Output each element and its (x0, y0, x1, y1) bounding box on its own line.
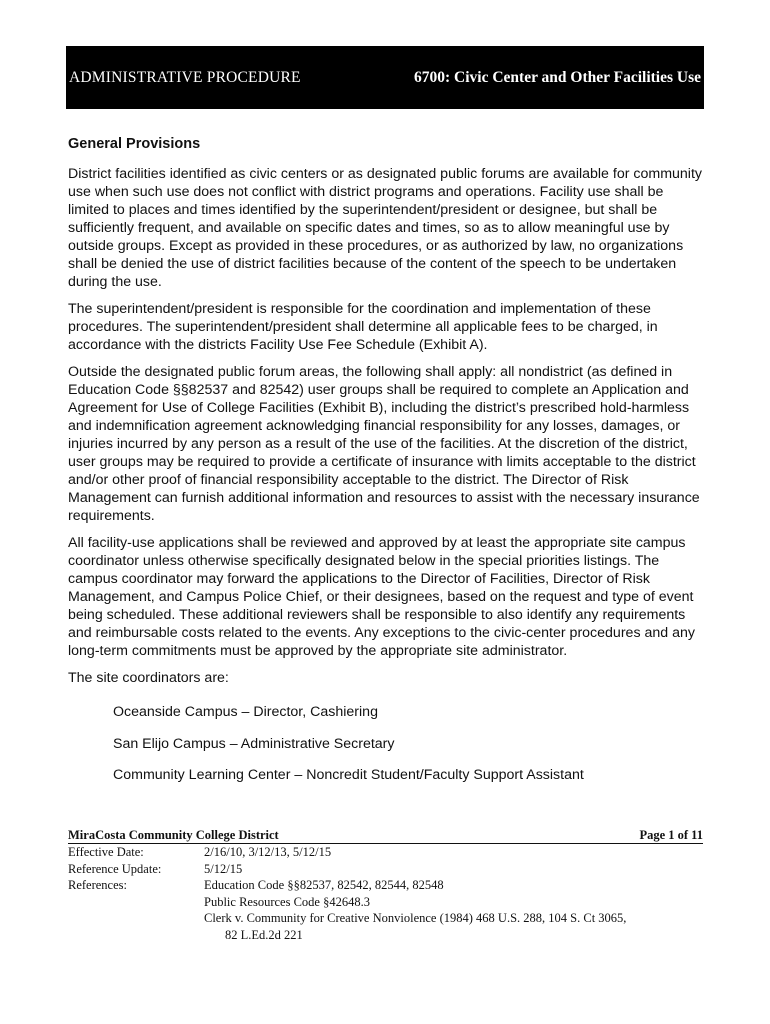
reference-item: 82 L.Ed.2d 221 (225, 927, 303, 942)
reference-update-label: Reference Update: (68, 861, 162, 876)
list-item: Oceanside Campus – Director, Cashiering (113, 704, 378, 720)
references-label: References: (68, 878, 127, 892)
reference-update-row (68, 861, 703, 878)
page-number: Page 1 of 11 (639, 828, 703, 842)
district-name: MiraCosta Community College District (68, 828, 279, 842)
document-body (68, 165, 708, 798)
paragraph: The site coordinators are: (68, 670, 229, 686)
header-procedure-title: 6700: Civic Center and Other Facilities Use (414, 69, 701, 86)
effective-date-value: 2/16/10, 3/12/13, 5/12/15 (204, 845, 332, 859)
list-item: San Elijo Campus – Administrative Secretary (113, 735, 395, 752)
site-coordinator-list (113, 703, 708, 784)
effective-date-label: Effective Date: (68, 845, 144, 859)
reference-item: Education Code §§82537, 82542, 82544, 82548 (204, 878, 444, 892)
reference-update-value: 5/12/15 (204, 861, 243, 876)
paragraph: District facilities identified as civic centers or as designated public forums are available for community use when such use does not conflict with district programs and operations. Facility use shall be limited to places and times identified by the superintendent/president or designee, but shall be sufficiently frequent, and available on specific dates and times, so as to allow meaningful use by outside groups. Except as provided in these procedures, or as authorized by law, no organizations shall be denied the use of district facilities because of the content of the speech to be undertaken during the use. (68, 166, 702, 290)
effective-date-row (68, 844, 703, 861)
reference-item: Clerk v. Community for Creative Nonviolence (1984) 468 U.S. 288, 104 S. Ct 3065, (204, 911, 627, 925)
section-title: General Provisions (68, 136, 201, 152)
list-item: Community Learning Center – Noncredit Student/Faculty Support Assistant (113, 767, 584, 783)
reference-item: Public Resources Code §42648.3 (204, 894, 370, 909)
paragraph: The superintendent/president is responsible for the coordination and implementation of these procedures. The superintendent/president shall determine all applicable fees to be charged, in accordance with the districts Facility Use Fee Schedule (Exhibit A). (68, 301, 658, 353)
header-procedure-type: ADMINISTRATIVE PROCEDURE (69, 69, 301, 86)
references-row (68, 877, 703, 943)
document-header (66, 46, 704, 109)
document-footer (68, 827, 703, 943)
references-list (204, 877, 626, 943)
footer-title-row (68, 827, 703, 844)
paragraph: All facility-use applications shall be reviewed and approved by at least the appropriate site campus coordinator unless otherwise specifically designated below in the special priorities listings. The campus coordinator may forward the applications to the Director of Facilities, Director of Risk Management, and Campus Police Chief, or their designees, based on the request and type of event being scheduled. These additional reviewers shall be responsible to also identify any requirements and reimbursable costs related to the events. Any exceptions to the civic-center procedures and any long-term commitments must be approved by the appropriate site administrator. (68, 535, 695, 659)
paragraph: Outside the designated public forum areas, the following shall apply: all nondistrict (as defined in Education Code §§82537 and 82542) user groups shall be required to complete an Application and Agreement for Use of College Facilities (Exhibit B), including the district’s prescribed hold-harmless and indemnification agreement acknowledging financial responsibility for any losses, damages, or injuries incurred by any person as a result of the use of the facilities. At the discretion of the district, user groups may be required to provide a certificate of insurance with limits acceptable to the district and/or other proof of financial responsibility acceptable to the district. The Director of Risk Management can furnish additional information and resources to assist with the necessary insurance requirements. (68, 364, 700, 524)
